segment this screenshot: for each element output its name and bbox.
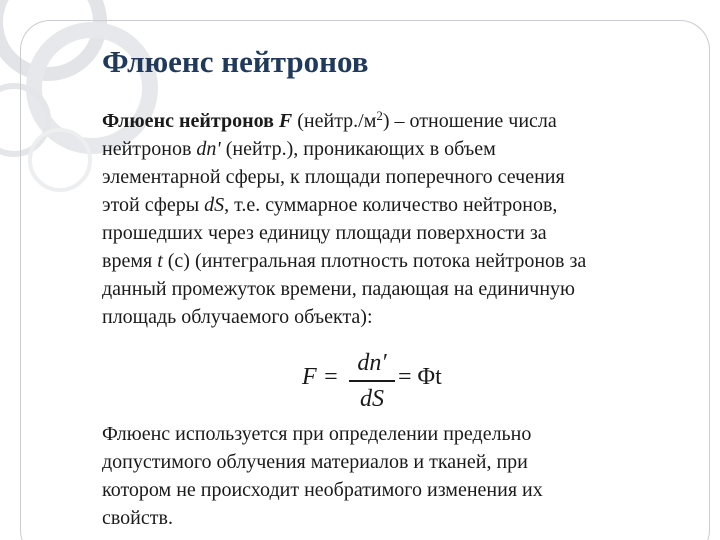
fluence-formula [302,348,462,414]
definition-line-5: прошедших через единицу площади поверхности за [102,222,547,244]
usage-line-4: свойств. [102,507,173,529]
definition-line-4: этой сферы dS, т.е. суммарное количество нейтронов, [102,194,558,216]
definition-line-2: нейтронов dn' (нейтр.), проникающих в объем [102,138,496,160]
definition-line-6: время t (с) (интегральная плотность потока нейтронов за [102,250,587,272]
slide-title: Флюенс нейтронов [102,44,369,79]
formula-lhs: F = [302,364,339,390]
definition-line-3: элементарной сферы, к площади поперечного сечения [102,166,565,188]
usage-line-2: допустимого облучения материалов и тканей, при [102,451,528,473]
formula-denominator: dS [360,386,384,412]
definition-line-8: площадь облучаемого объекта): [102,306,373,328]
definition-paragraph [102,107,692,331]
formula-rhs: = Φt [398,364,442,390]
usage-paragraph [102,420,692,532]
fraction-bar [349,380,395,382]
definition-line-1: Флюенс нейтронов F $(нейтр./м^2)$ – отношение числа [102,108,557,132]
definition-line-7: данный промежуток времени, падающая на единичную [102,278,575,300]
formula-fraction [349,348,395,414]
usage-line-1: Флюенс используется при определении предельно [102,423,532,445]
formula-numerator: dn′ [357,350,387,376]
usage-line-3: котором не происходит необратимого изменения их [102,479,543,501]
